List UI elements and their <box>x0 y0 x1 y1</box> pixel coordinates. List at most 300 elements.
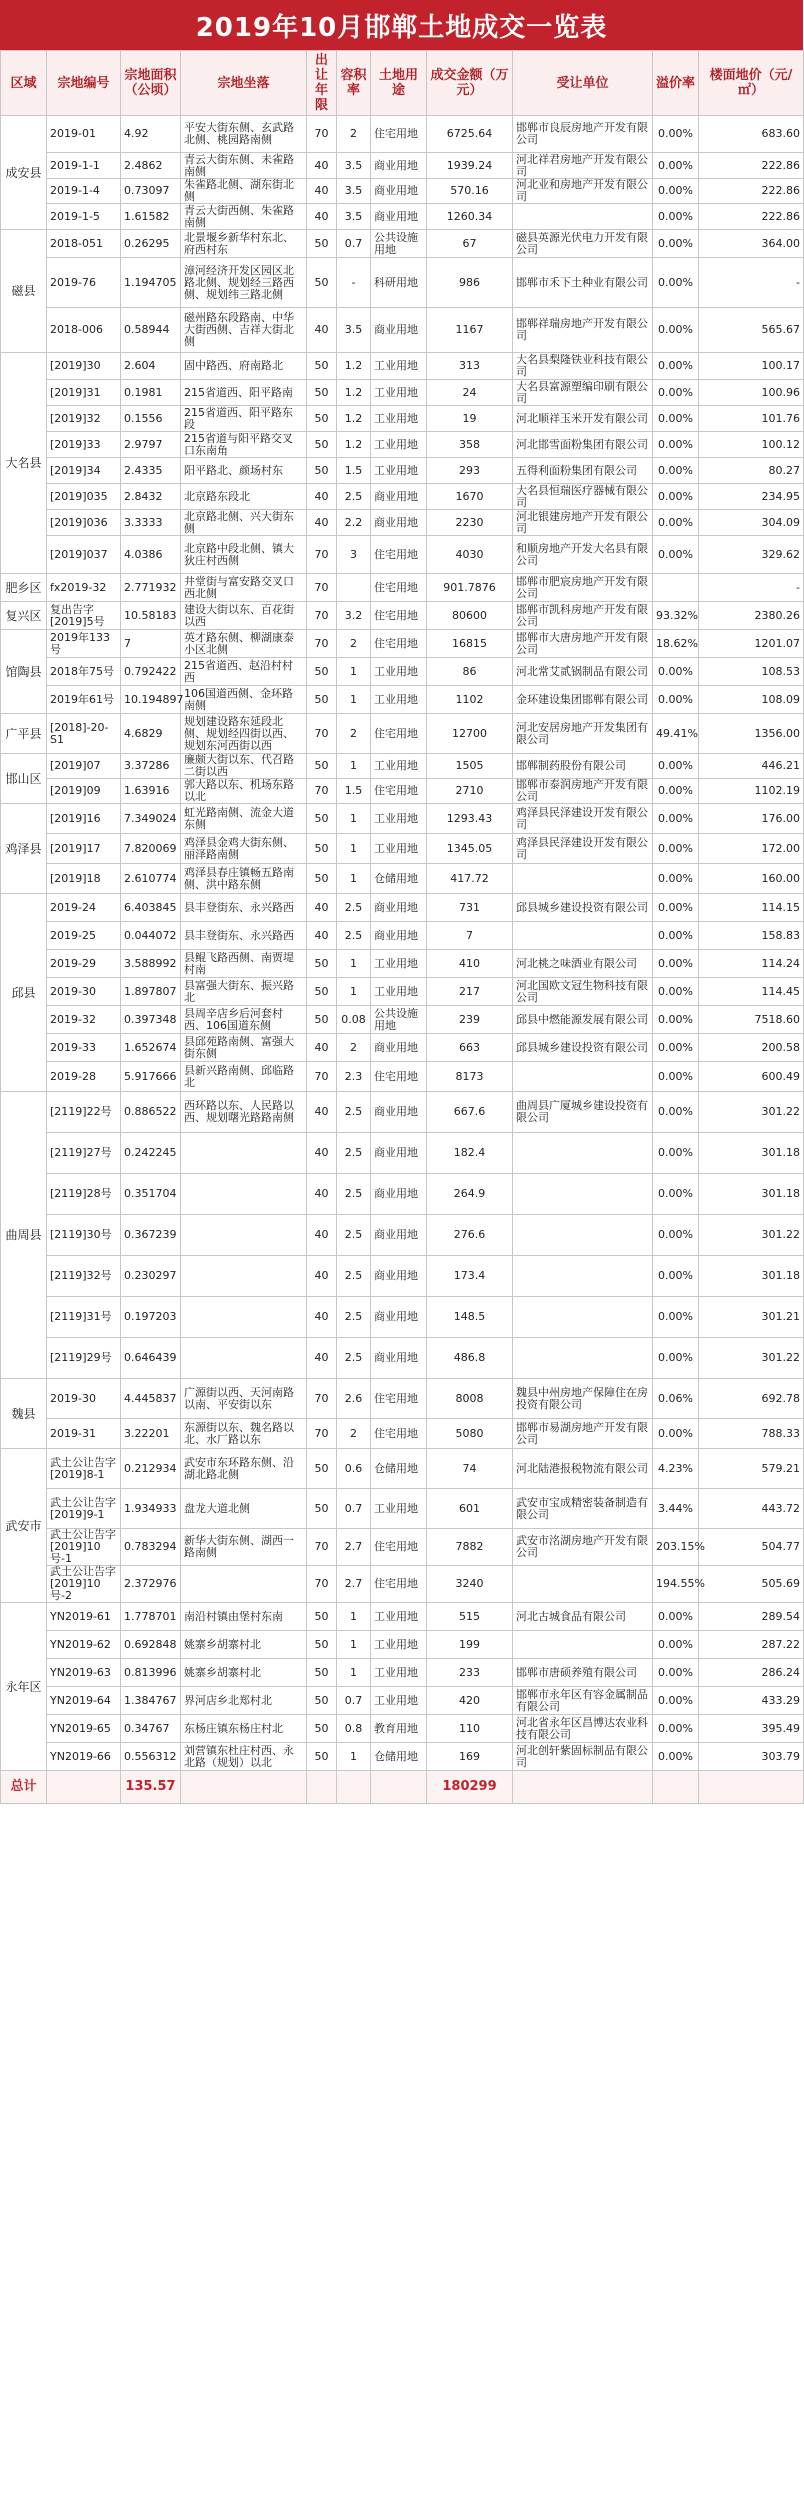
parcel-id: [2119]30号 <box>47 1215 121 1256</box>
floor-price: 114.45 <box>699 978 804 1006</box>
parcel-location: 虹光路南侧、流金大道东侧 <box>181 804 307 834</box>
table-row <box>1 1743 804 1771</box>
land-use: 商业用地 <box>371 894 427 922</box>
plot-ratio <box>337 574 371 602</box>
transaction-amount: 16815 <box>427 630 513 658</box>
premium-rate: 0.00% <box>653 1687 699 1715</box>
parcel-id: YN2019-66 <box>47 1743 121 1771</box>
parcel-area: 3.22201 <box>121 1419 181 1449</box>
premium-rate <box>653 574 699 602</box>
parcel-area: 0.58944 <box>121 308 181 353</box>
total-label: 总计 <box>1 1771 47 1804</box>
district-cell: 肥乡区 <box>1 574 47 602</box>
plot-ratio: 1 <box>337 834 371 864</box>
floor-price: 505.69 <box>699 1566 804 1603</box>
parcel-id: [2119]32号 <box>47 1256 121 1297</box>
floor-price: 172.00 <box>699 834 804 864</box>
plot-ratio: 1 <box>337 1603 371 1631</box>
transfer-term: 40 <box>307 922 337 950</box>
premium-rate: 0.00% <box>653 1215 699 1256</box>
floor-price: 683.60 <box>699 116 804 153</box>
floor-price: 7518.60 <box>699 1006 804 1034</box>
premium-rate: 0.00% <box>653 1419 699 1449</box>
district-cell: 磁县 <box>1 230 47 353</box>
parcel-location: 郭大路以东、机场东路以北 <box>181 779 307 804</box>
floor-price: 108.09 <box>699 686 804 714</box>
parcel-area: 0.692848 <box>121 1631 181 1659</box>
table-row <box>1 1297 804 1338</box>
transaction-amount: 6725.64 <box>427 116 513 153</box>
transaction-amount: 199 <box>427 1631 513 1659</box>
premium-rate: 0.00% <box>653 1338 699 1379</box>
buyer: 金环建设集团邯郸有限公司 <box>513 686 653 714</box>
transfer-term: 70 <box>307 1419 337 1449</box>
table-row <box>1 754 804 779</box>
plot-ratio: 1 <box>337 686 371 714</box>
plot-ratio: 2.3 <box>337 1062 371 1092</box>
parcel-id: [2019]33 <box>47 432 121 458</box>
floor-price: 234.95 <box>699 484 804 510</box>
buyer: 河北创轩紫固标制品有限公司 <box>513 1743 653 1771</box>
premium-rate: 0.00% <box>653 1297 699 1338</box>
parcel-location: 北京路北侧、兴大街东侧 <box>181 510 307 536</box>
land-use: 工业用地 <box>371 380 427 406</box>
transaction-amount: 420 <box>427 1687 513 1715</box>
buyer: 河北祥君房地产开发有限公司 <box>513 153 653 179</box>
buyer <box>513 864 653 894</box>
buyer: 邯郸市大唐房地产开发有限公司 <box>513 630 653 658</box>
land-use: 住宅用地 <box>371 714 427 754</box>
transaction-amount: 217 <box>427 978 513 1006</box>
table-row <box>1 978 804 1006</box>
premium-rate: 0.00% <box>653 1174 699 1215</box>
floor-price: 114.24 <box>699 950 804 978</box>
parcel-id: [2019]07 <box>47 754 121 779</box>
parcel-location: 鸡泽县春庄镇畅五路南侧、洪中路东侧 <box>181 864 307 894</box>
table-row <box>1 1631 804 1659</box>
table-row <box>1 1419 804 1449</box>
buyer: 邯郸制药股份有限公司 <box>513 754 653 779</box>
parcel-area: 3.3333 <box>121 510 181 536</box>
buyer: 邯郸市禾下土种业有限公司 <box>513 258 653 308</box>
parcel-location: 青云大街东侧、未雀路南侧 <box>181 153 307 179</box>
table-row <box>1 1529 804 1566</box>
premium-rate: 0.00% <box>653 153 699 179</box>
premium-rate: 0.00% <box>653 686 699 714</box>
land-use: 商业用地 <box>371 179 427 204</box>
transfer-term: 50 <box>307 978 337 1006</box>
floor-price: 222.86 <box>699 179 804 204</box>
parcel-location: 县周辛店乡后河套村西、106国道东侧 <box>181 1006 307 1034</box>
table-row <box>1 1603 804 1631</box>
transfer-term: 40 <box>307 894 337 922</box>
transfer-term: 50 <box>307 834 337 864</box>
parcel-location <box>181 1256 307 1297</box>
premium-rate: 49.41% <box>653 714 699 754</box>
parcel-area: 7.820069 <box>121 834 181 864</box>
parcel-id: 2018年75号 <box>47 658 121 686</box>
parcel-area: 0.212934 <box>121 1449 181 1489</box>
parcel-id: 2019-25 <box>47 922 121 950</box>
district-cell: 武安市 <box>1 1449 47 1603</box>
parcel-area: 0.1556 <box>121 406 181 432</box>
parcel-area: 0.197203 <box>121 1297 181 1338</box>
floor-price: 2380.26 <box>699 602 804 630</box>
floor-price: 222.86 <box>699 153 804 179</box>
transaction-amount: 1505 <box>427 754 513 779</box>
premium-rate: 0.00% <box>653 1743 699 1771</box>
parcel-area: 0.783294 <box>121 1529 181 1566</box>
transaction-amount: 515 <box>427 1603 513 1631</box>
parcel-location: 215省道与阳平路交叉口东南角 <box>181 432 307 458</box>
transfer-term: 40 <box>307 1256 337 1297</box>
parcel-id: fx2019-32 <box>47 574 121 602</box>
parcel-id: 2019-33 <box>47 1034 121 1062</box>
transaction-amount: 5080 <box>427 1419 513 1449</box>
buyer <box>513 1256 653 1297</box>
buyer: 邯郸市易湖房地产开发有限公司 <box>513 1419 653 1449</box>
premium-rate: 0.00% <box>653 179 699 204</box>
transfer-term: 40 <box>307 1034 337 1062</box>
parcel-area: 1.61582 <box>121 204 181 230</box>
transaction-amount: 486.8 <box>427 1338 513 1379</box>
parcel-location: 固中路西、府南路北 <box>181 353 307 380</box>
buyer: 磁县英源光伏电力开发有限公司 <box>513 230 653 258</box>
buyer <box>513 1566 653 1603</box>
premium-rate: 0.00% <box>653 1034 699 1062</box>
parcel-area: 7.349024 <box>121 804 181 834</box>
premium-rate: 203.15% <box>653 1529 699 1566</box>
buyer: 魏县中州房地产保障住在房投资有限公司 <box>513 1379 653 1419</box>
parcel-location: 平安大街东侧、玄武路北侧、桃园路南侧 <box>181 116 307 153</box>
floor-price: 692.78 <box>699 1379 804 1419</box>
parcel-location: 武安市东环路东侧、沿湖北路北侧 <box>181 1449 307 1489</box>
premium-rate: 0.00% <box>653 230 699 258</box>
parcel-area: 4.6829 <box>121 714 181 754</box>
plot-ratio: 2 <box>337 630 371 658</box>
parcel-location: 县邱苑路南侧、富强大街东侧 <box>181 1034 307 1062</box>
parcel-id: 2018-006 <box>47 308 121 353</box>
parcel-area: 3.37286 <box>121 754 181 779</box>
table-row <box>1 1215 804 1256</box>
parcel-area: 0.886522 <box>121 1092 181 1133</box>
table-row <box>1 116 804 153</box>
table-row <box>1 510 804 536</box>
parcel-id: [2019]34 <box>47 458 121 484</box>
floor-price: 301.18 <box>699 1133 804 1174</box>
total-area: 135.57 <box>121 1771 181 1804</box>
plot-ratio: 2.5 <box>337 1174 371 1215</box>
plot-ratio: 0.6 <box>337 1449 371 1489</box>
parcel-id: [2018]-20-S1 <box>47 714 121 754</box>
parcel-area: 0.556312 <box>121 1743 181 1771</box>
parcel-area: 0.34767 <box>121 1715 181 1743</box>
table-row <box>1 864 804 894</box>
transfer-term: 40 <box>307 1092 337 1133</box>
parcel-id: [2019]09 <box>47 779 121 804</box>
transaction-amount: 148.5 <box>427 1297 513 1338</box>
district-cell: 馆陶县 <box>1 630 47 714</box>
parcel-id: [2119]31号 <box>47 1297 121 1338</box>
parcel-area: 0.242245 <box>121 1133 181 1174</box>
premium-rate: 0.00% <box>653 432 699 458</box>
buyer: 河北桃之味酒业有限公司 <box>513 950 653 978</box>
land-use: 工业用地 <box>371 1489 427 1529</box>
plot-ratio: 3.5 <box>337 179 371 204</box>
transfer-term: 70 <box>307 1062 337 1092</box>
premium-rate: 0.00% <box>653 922 699 950</box>
buyer: 邱县中燃能源发展有限公司 <box>513 1006 653 1034</box>
plot-ratio: 2 <box>337 116 371 153</box>
transfer-term: 70 <box>307 714 337 754</box>
table-row <box>1 779 804 804</box>
parcel-location: 215省道西、阳平路南 <box>181 380 307 406</box>
plot-ratio: 2.5 <box>337 1133 371 1174</box>
floor-price: 114.15 <box>699 894 804 922</box>
land-use: 工业用地 <box>371 804 427 834</box>
transaction-amount: 80600 <box>427 602 513 630</box>
district-cell: 邱县 <box>1 894 47 1092</box>
land-use: 商业用地 <box>371 204 427 230</box>
buyer: 河北国欧文冠生物科技有限公司 <box>513 978 653 1006</box>
buyer <box>513 1297 653 1338</box>
transaction-amount: 731 <box>427 894 513 922</box>
transfer-term: 50 <box>307 1603 337 1631</box>
table-row <box>1 258 804 308</box>
floor-price: 329.62 <box>699 536 804 574</box>
transfer-term: 50 <box>307 406 337 432</box>
buyer: 河北省永年区昌博达农业科技有限公司 <box>513 1715 653 1743</box>
floor-price: 303.79 <box>699 1743 804 1771</box>
table-row <box>1 230 804 258</box>
header-buyer: 受让单位 <box>513 51 653 116</box>
land-use: 商业用地 <box>371 1133 427 1174</box>
premium-rate: 0.00% <box>653 258 699 308</box>
premium-rate: 0.00% <box>653 864 699 894</box>
premium-rate: 0.00% <box>653 1603 699 1631</box>
buyer: 大名县恒瑞医疗器械有限公司 <box>513 484 653 510</box>
buyer: 鸡泽县民泽建设开发有限公司 <box>513 834 653 864</box>
land-use: 住宅用地 <box>371 1062 427 1092</box>
header-area: 宗地面积（公顷） <box>121 51 181 116</box>
header-amount: 成交金额（万元） <box>427 51 513 116</box>
transaction-amount: 358 <box>427 432 513 458</box>
parcel-id: 2019年61号 <box>47 686 121 714</box>
transfer-term: 70 <box>307 630 337 658</box>
floor-price: 101.76 <box>699 406 804 432</box>
parcel-location: 县鲲飞路西侧、南贾堤村南 <box>181 950 307 978</box>
plot-ratio: 1 <box>337 864 371 894</box>
land-use: 商业用地 <box>371 1338 427 1379</box>
parcel-area: 0.351704 <box>121 1174 181 1215</box>
parcel-location: 盘龙大道北侧 <box>181 1489 307 1529</box>
buyer: 大名县梨隆铁业科技有限公司 <box>513 353 653 380</box>
buyer: 河北安居房地产开发集团有限公司 <box>513 714 653 754</box>
premium-rate: 0.00% <box>653 978 699 1006</box>
floor-price: 222.86 <box>699 204 804 230</box>
transfer-term: 70 <box>307 779 337 804</box>
transaction-amount: 313 <box>427 353 513 380</box>
table-row <box>1 1659 804 1687</box>
parcel-location: 县新兴路南侧、邱临路北 <box>181 1062 307 1092</box>
floor-price: 1201.07 <box>699 630 804 658</box>
plot-ratio: 1.2 <box>337 380 371 406</box>
parcel-id: 2019-1-5 <box>47 204 121 230</box>
land-use: 住宅用地 <box>371 1419 427 1449</box>
table-row <box>1 834 804 864</box>
transfer-term: 50 <box>307 353 337 380</box>
transfer-term: 40 <box>307 510 337 536</box>
transaction-amount: 8008 <box>427 1379 513 1419</box>
parcel-id: 武土公让告字[2019]9-1 <box>47 1489 121 1529</box>
parcel-id: 武土公让告字[2019]8-1 <box>47 1449 121 1489</box>
floor-price: 565.67 <box>699 308 804 353</box>
land-use: 工业用地 <box>371 834 427 864</box>
parcel-location: 北京路中段北侧、镇大狄庄村西侧 <box>181 536 307 574</box>
floor-price: 287.22 <box>699 1631 804 1659</box>
plot-ratio: 0.7 <box>337 1687 371 1715</box>
parcel-id: 武土公让告字[2019]10号-1 <box>47 1529 121 1566</box>
buyer: 河北邯雪面粉集团有限公司 <box>513 432 653 458</box>
floor-price: 395.49 <box>699 1715 804 1743</box>
parcel-location: 规划建设路东延段北侧、规划经四街以西、规划东河西街以西 <box>181 714 307 754</box>
premium-rate: 0.06% <box>653 1379 699 1419</box>
premium-rate: 0.00% <box>653 484 699 510</box>
floor-price: 108.53 <box>699 658 804 686</box>
transaction-amount: 110 <box>427 1715 513 1743</box>
premium-rate: 0.00% <box>653 1659 699 1687</box>
floor-price: 301.22 <box>699 1092 804 1133</box>
table-row <box>1 1174 804 1215</box>
parcel-id: 2019-29 <box>47 950 121 978</box>
transaction-amount: 417.72 <box>427 864 513 894</box>
district-cell: 魏县 <box>1 1379 47 1449</box>
header-land-use: 土地用途 <box>371 51 427 116</box>
premium-rate: 0.00% <box>653 1092 699 1133</box>
parcel-location: 县丰登街东、永兴路西 <box>181 894 307 922</box>
floor-price: 446.21 <box>699 754 804 779</box>
table-row <box>1 1034 804 1062</box>
parcel-area: 1.652674 <box>121 1034 181 1062</box>
premium-rate: 0.00% <box>653 950 699 978</box>
premium-rate: 4.23% <box>653 1449 699 1489</box>
district-cell: 曲周县 <box>1 1092 47 1379</box>
premium-rate: 0.00% <box>653 458 699 484</box>
table-row <box>1 1256 804 1297</box>
table-row <box>1 1338 804 1379</box>
parcel-location: 广源街以西、天河南路以南、平安街以东 <box>181 1379 307 1419</box>
plot-ratio: 2.7 <box>337 1566 371 1603</box>
header-district: 区域 <box>1 51 47 116</box>
floor-price: 160.00 <box>699 864 804 894</box>
premium-rate: 0.00% <box>653 804 699 834</box>
land-use: 商业用地 <box>371 922 427 950</box>
parcel-location: 刘营镇东杜庄村西、永北路（规划）以北 <box>181 1743 307 1771</box>
parcel-id: [2119]28号 <box>47 1174 121 1215</box>
floor-price: 304.09 <box>699 510 804 536</box>
floor-price: 1102.19 <box>699 779 804 804</box>
land-use: 工业用地 <box>371 458 427 484</box>
parcel-location <box>181 1338 307 1379</box>
total-amount: 180299 <box>427 1771 513 1804</box>
transaction-amount: 410 <box>427 950 513 978</box>
table-row <box>1 432 804 458</box>
transfer-term: 50 <box>307 804 337 834</box>
plot-ratio: 3.5 <box>337 204 371 230</box>
table-row <box>1 894 804 922</box>
transaction-amount: 1939.24 <box>427 153 513 179</box>
table-row <box>1 714 804 754</box>
transaction-amount: 1260.34 <box>427 204 513 230</box>
table-row <box>1 1449 804 1489</box>
premium-rate: 0.00% <box>653 1062 699 1092</box>
transaction-amount: 264.9 <box>427 1174 513 1215</box>
parcel-location <box>181 1174 307 1215</box>
buyer: 大名县富源塑编印刷有限公司 <box>513 380 653 406</box>
transfer-term: 50 <box>307 432 337 458</box>
parcel-location: 廉颇大街以东、代召路二街以西 <box>181 754 307 779</box>
transfer-term: 50 <box>307 1715 337 1743</box>
transfer-term: 50 <box>307 950 337 978</box>
parcel-id: 2019-30 <box>47 1379 121 1419</box>
transaction-amount: 663 <box>427 1034 513 1062</box>
transfer-term: 50 <box>307 754 337 779</box>
parcel-area: 0.230297 <box>121 1256 181 1297</box>
parcel-id: [2019]31 <box>47 380 121 406</box>
transaction-amount: 74 <box>427 1449 513 1489</box>
floor-price: 301.22 <box>699 1215 804 1256</box>
premium-rate: 0.00% <box>653 1631 699 1659</box>
plot-ratio: 2.5 <box>337 484 371 510</box>
land-use: 工业用地 <box>371 432 427 458</box>
district-cell: 成安县 <box>1 116 47 230</box>
premium-rate: 0.00% <box>653 1715 699 1743</box>
transaction-amount: 239 <box>427 1006 513 1034</box>
transaction-amount: 67 <box>427 230 513 258</box>
buyer: 河北陆港报税物流有限公司 <box>513 1449 653 1489</box>
parcel-area: 0.813996 <box>121 1659 181 1687</box>
transaction-amount: 3240 <box>427 1566 513 1603</box>
floor-price: 158.83 <box>699 922 804 950</box>
premium-rate: 0.00% <box>653 754 699 779</box>
transfer-term: 50 <box>307 658 337 686</box>
floor-price: 200.58 <box>699 1034 804 1062</box>
parcel-id: YN2019-65 <box>47 1715 121 1743</box>
land-use: 住宅用地 <box>371 1379 427 1419</box>
table-row <box>1 1379 804 1419</box>
parcel-location: 英才路东侧、柳湖康泰小区北侧 <box>181 630 307 658</box>
parcel-location: 青云大街西侧、朱雀路南侧 <box>181 204 307 230</box>
parcel-location: 界河店乡北郑村北 <box>181 1687 307 1715</box>
transfer-term: 40 <box>307 308 337 353</box>
land-use: 工业用地 <box>371 1659 427 1687</box>
table-row <box>1 153 804 179</box>
table-row <box>1 658 804 686</box>
buyer: 鸡泽县民泽建设开发有限公司 <box>513 804 653 834</box>
parcel-location: 新华大街东侧、湖西一路南侧 <box>181 1529 307 1566</box>
land-use: 工业用地 <box>371 950 427 978</box>
header-floor-price: 楼面地价（元/㎡） <box>699 51 804 116</box>
buyer: 邯郸市泰润房地产开发有限公司 <box>513 779 653 804</box>
buyer: 五得利面粉集团有限公司 <box>513 458 653 484</box>
parcel-location: 漳河经济开发区园区北路北侧、规划经三路西侧、规划纬三路北侧 <box>181 258 307 308</box>
land-use: 仓储用地 <box>371 864 427 894</box>
transfer-term: 50 <box>307 1489 337 1529</box>
parcel-area: 1.194705 <box>121 258 181 308</box>
table-row <box>1 536 804 574</box>
transaction-amount: 276.6 <box>427 1215 513 1256</box>
parcel-area: 2.771932 <box>121 574 181 602</box>
